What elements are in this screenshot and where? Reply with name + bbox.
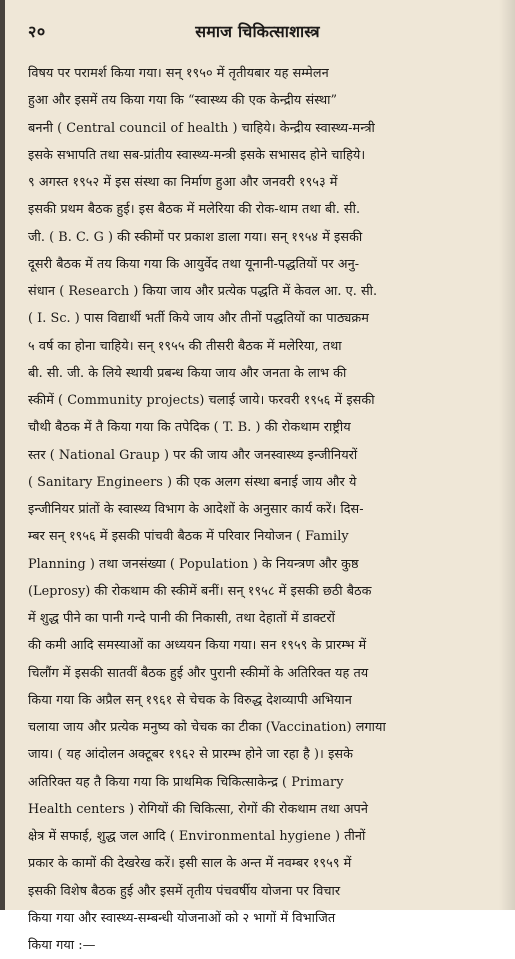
text-line: जी. ( B. C. G ) की स्कीमों पर प्रकाश डाला गया। सन् १९५४ में इसकी (28, 229, 363, 245)
text-line: बननी ( Central council of health ) चाहिये। केन्द्रीय स्वास्थ्य-मन्त्री (28, 120, 375, 136)
text-line: स्कीमें ( Community projects) चलाई जाये। फरवरी १९५६ में इसकी (28, 393, 375, 408)
text-line: हुआ और इसमें तय किया गया कि “स्वास्थ्य की एक केन्द्रीय संस्था” (28, 93, 338, 109)
text-line: बी. सी. जी. के लिये स्थायी प्रबन्ध किया जाय और जनता के लाभ की (28, 365, 347, 381)
page-number: २० (28, 22, 46, 41)
text-line: किया गया :— (28, 938, 96, 953)
text-line: क्षेत्र में सफाई, शुद्ध जल आदि ( Environmental hygiene ) तीनों (28, 829, 366, 844)
body-text (28, 60, 502, 953)
text-line: ( I. Sc. ) पास विद्यार्थी भर्ती किये जाय और तीनों पद्धतियों का पाठ्यक्रम (28, 311, 369, 327)
text-line: अतिरिक्त यह तै किया गया कि प्राथमिक चिकित्साकेन्द्र ( Primary (28, 774, 344, 790)
text-line: म्बर सन् १९५६ में इसकी पांचवी बैठक में परिवार नियोजन ( Family (28, 529, 349, 545)
text-line: ९ अगस्त १९५२ में इस संस्था का निर्माण हुआ और जनवरी १९५३ में (28, 175, 338, 190)
text-line: इसकी विशेष बैठक हुई और इसमें तृतीय पंचवर्षीय योजना पर विचार (28, 883, 341, 899)
text-line: दूसरी बैठक में तय किया गया कि आयुर्वेद तथा यूनानी-पद्धतियों पर अनु- (28, 256, 360, 272)
text-line: संधान ( Research ) किया जाय और प्रत्येक पद्धति में केवल आ. ए. सी. (28, 284, 378, 299)
text-line: चौथी बैठक में तै किया गया कि तपेदिक ( T. B. ) की रोकथाम राष्ट्रीय (28, 420, 351, 436)
text-line: Health centers ) रोगियों की चिकित्सा, रोगों की रोकथाम तथा अपने (28, 801, 369, 817)
text-line: (Leprosy) की रोकथाम की स्कीमें बनीं। सन् १९५८ में इसकी छठी बैठक (28, 583, 372, 599)
text-line: इन्जीनियर प्रांतों के स्वास्थ्य विभाग के आदेशों के अनुसार कार्य करें। दिस- (28, 502, 364, 517)
text-line: में शुद्ध पीने का पानी गन्दे पानी की निकासी, तथा देहातों में डाक्टरों (28, 611, 335, 626)
text-line: चिलौंग में इसकी सातवीं बैठक हुई और पुरानी स्कीमों के अतिरिक्त यह तय (28, 665, 369, 681)
text-line: Planning ) तथा जनसंख्या ( Population ) के नियन्त्रण और कुष्ठ (28, 556, 359, 572)
text-line: स्तर ( National Graup ) पर की जाय और जनस्वास्थ्य इन्जीनियरों (28, 447, 358, 463)
text-line: चलाया जाय और प्रत्येक मनुष्य को चेचक का टीका (Vaccination) लगाया (28, 720, 386, 735)
text-line: इसकी प्रथम बैठक हुई। इस बैठक में मलेरिया की रोक-थाम तथा बी. सी. (28, 202, 361, 218)
binding-edge-shadow (0, 0, 5, 910)
text-line: विषय पर परामर्श किया गया। सन् १९५० में तृतीयबार यह सम्मेलन (28, 66, 329, 81)
text-line: प्रकार के कामों की देखरेख करें। इसी साल के अन्त में नवम्बर १९५९ में (28, 856, 352, 872)
running-head: समाज चिकित्साशास्त्र (195, 22, 320, 41)
text-line: इसके सभापति तथा सब-प्रांतीय स्वास्थ्य-मन्त्री इसके सभासद होने चाहिये। (28, 147, 366, 163)
text-line: किया गया कि अप्रैल सन् १९६१ से चेचक के विरुद्ध देशव्यापी अभियान (28, 692, 352, 708)
text-line: ( Sanitary Engineers ) की एक अलग संस्था बनाई जाय और ये (28, 474, 357, 490)
text-line: जाय। ( यह आंदोलन अक्टूबर १९६२ से प्रारम्भ होने जा रहा है )। इसके (28, 747, 353, 763)
text-line: किया गया और स्वास्थ्य-सम्बन्धी योजनाओं को २ भागों में विभाजित (28, 910, 336, 926)
text-line: की कमी आदि समस्याओं का अध्ययन किया गया। सन १९५९ के प्रारम्भ में (28, 638, 367, 654)
text-line: ५ वर्ष का होना चाहिये। सन् १९५५ की तीसरी बैठक में मलेरिया, तथा (28, 338, 342, 354)
